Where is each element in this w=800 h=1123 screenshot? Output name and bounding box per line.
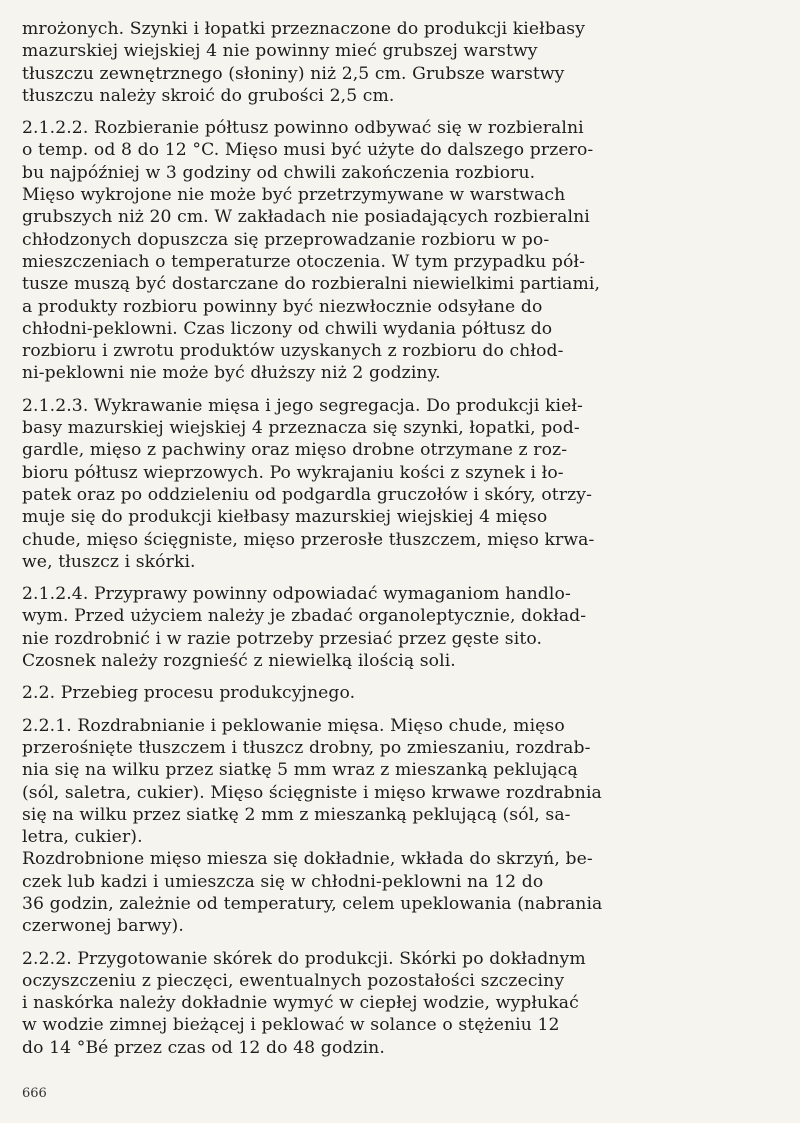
text-line: muje się do produkcji kiełbasy mazurskiej wiejskiej 4 mięso xyxy=(22,507,548,528)
text-line: przerośnięte tłuszczem i tłuszcz drobny, po zmieszaniu, rozdrab- xyxy=(22,737,591,758)
text-line: 2.1.2.2. Rozbieranie półtusz powinno odbywać się w rozbieralni xyxy=(22,118,584,139)
text-line: basy mazurskiej wiejskiej 4 przeznacza się szynki, łopatki, pod- xyxy=(22,418,580,439)
text-line: mazurskiej wiejskiej 4 nie powinny mieć grubszej warstwy xyxy=(22,41,538,62)
page-number: 666 xyxy=(22,1086,47,1101)
text-line: i naskórka należy dokładnie wymyć w ciepłej wodzie, wypłukać xyxy=(22,993,579,1014)
text-line: (sól, saletra, cukier). Mięso ścięgniste i mięso krwawe rozdrabnia xyxy=(22,782,602,803)
text-line: 2.1.2.3. Wykrawanie mięsa i jego segregacja. Do produkcji kieł- xyxy=(22,395,583,416)
paragraph-frozen-meat-fat xyxy=(22,18,690,107)
text-line: oczyszczeniu z pieczęci, ewentualnych pozostałości szczeciny xyxy=(22,970,565,991)
text-line: do 14 °Bé przez czas od 12 do 48 godzin. xyxy=(22,1037,385,1058)
text-line: gardle, mięso z pachwiny oraz mięso drobne otrzymane z roz- xyxy=(22,440,568,461)
text-line: wym. Przed użyciem należy je zbadać organoleptycznie, dokład- xyxy=(22,606,587,627)
text-line: letra, cukier). xyxy=(22,827,143,848)
text-line: nia się na wilku przez siatkę 5 mm wraz z mieszanką peklującą xyxy=(22,760,578,781)
text-line: Czosnek należy rozgnieść z niewielką ilością soli. xyxy=(22,651,456,672)
text-line: tłuszczu zewnętrznego (słoniny) niż 2,5 cm. Grubsze warstwy xyxy=(22,63,565,84)
text-line: nie rozdrobnić i w razie potrzeby przesiać przez gęste sito. xyxy=(22,628,543,649)
text-line: Rozdrobnione mięso miesza się dokładnie, wkłada do skrzyń, be- xyxy=(22,849,593,870)
text-line: 36 godzin, zależnie od temperatury, celem upeklowania (nabrania xyxy=(22,893,603,914)
section-2-2-heading xyxy=(22,682,690,704)
text-line: chude, mięso ścięgniste, mięso przerosłe tłuszczem, mięso krwa- xyxy=(22,529,595,550)
text-line: grubszych niż 20 cm. W zakładach nie posiadających rozbieralni xyxy=(22,207,590,228)
section-2-2-2-rind-preparation xyxy=(22,948,690,1059)
text-line: o temp. od 8 do 12 °C. Mięso musi być użyte do dalszego przero- xyxy=(22,140,594,161)
text-line: 2.2.2. Przygotowanie skórek do produkcji. Skórki po dokładnym xyxy=(22,948,586,969)
text-line: 2.1.2.4. Przyprawy powinny odpowiadać wymaganiom handlo- xyxy=(22,584,571,605)
section-2-1-2-2-carcass-cutting xyxy=(22,117,690,385)
text-line: a produkty rozbioru powinny być niezwłocznie odsyłane do xyxy=(22,296,543,317)
text-line: mieszczeniach o temperaturze otoczenia. W tym przypadku pół- xyxy=(22,251,585,272)
text-line: czek lub kadzi i umieszcza się w chłodni-peklowni na 12 do xyxy=(22,871,544,892)
text-line: ni-peklowni nie może być dłuższy niż 2 godziny. xyxy=(22,363,441,384)
section-2-1-2-3-meat-trimming xyxy=(22,395,690,573)
text-line: się na wilku przez siatkę 2 mm z mieszanką peklującą (sól, sa- xyxy=(22,804,571,825)
text-line: tusze muszą być dostarczane do rozbieralni niewielkimi partiami, xyxy=(22,274,601,295)
text-line: 2.2. Przebieg procesu produkcyjnego. xyxy=(22,683,356,704)
text-line: mrożonych. Szynki i łopatki przeznaczone do produkcji kiełbasy xyxy=(22,19,586,39)
text-line: tłuszczu należy skroić do grubości 2,5 cm. xyxy=(22,85,395,106)
section-2-1-2-4-spices xyxy=(22,583,690,672)
text-line: czerwonej barwy). xyxy=(22,916,184,937)
text-body xyxy=(22,18,690,1059)
text-line: bu najpóźniej w 3 godziny od chwili zakończenia rozbioru. xyxy=(22,162,536,183)
text-line: we, tłuszcz i skórki. xyxy=(22,551,196,572)
text-line: 2.2.1. Rozdrabnianie i peklowanie mięsa. Mięso chude, mięso xyxy=(22,715,565,736)
text-line: w wodzie zimnej bieżącej i peklować w solance o stężeniu 12 xyxy=(22,1015,560,1036)
text-line: rozbioru i zwrotu produktów uzyskanych z rozbioru do chłod- xyxy=(22,341,564,362)
text-line: Mięso wykrojone nie może być przetrzymywane w warstwach xyxy=(22,185,566,206)
text-line: chłodzonych dopuszcza się przeprowadzanie rozbioru w po- xyxy=(22,229,550,250)
text-line: chłodni-peklowni. Czas liczony od chwili wydania półtusz do xyxy=(22,318,553,339)
text-line: patek oraz po oddzieleniu od podgardla gruczołów i skóry, otrzy- xyxy=(22,484,593,505)
text-line: bioru półtusz wieprzowych. Po wykrajaniu kości z szynek i ło- xyxy=(22,462,564,483)
section-2-2-1-grinding-curing xyxy=(22,715,690,938)
